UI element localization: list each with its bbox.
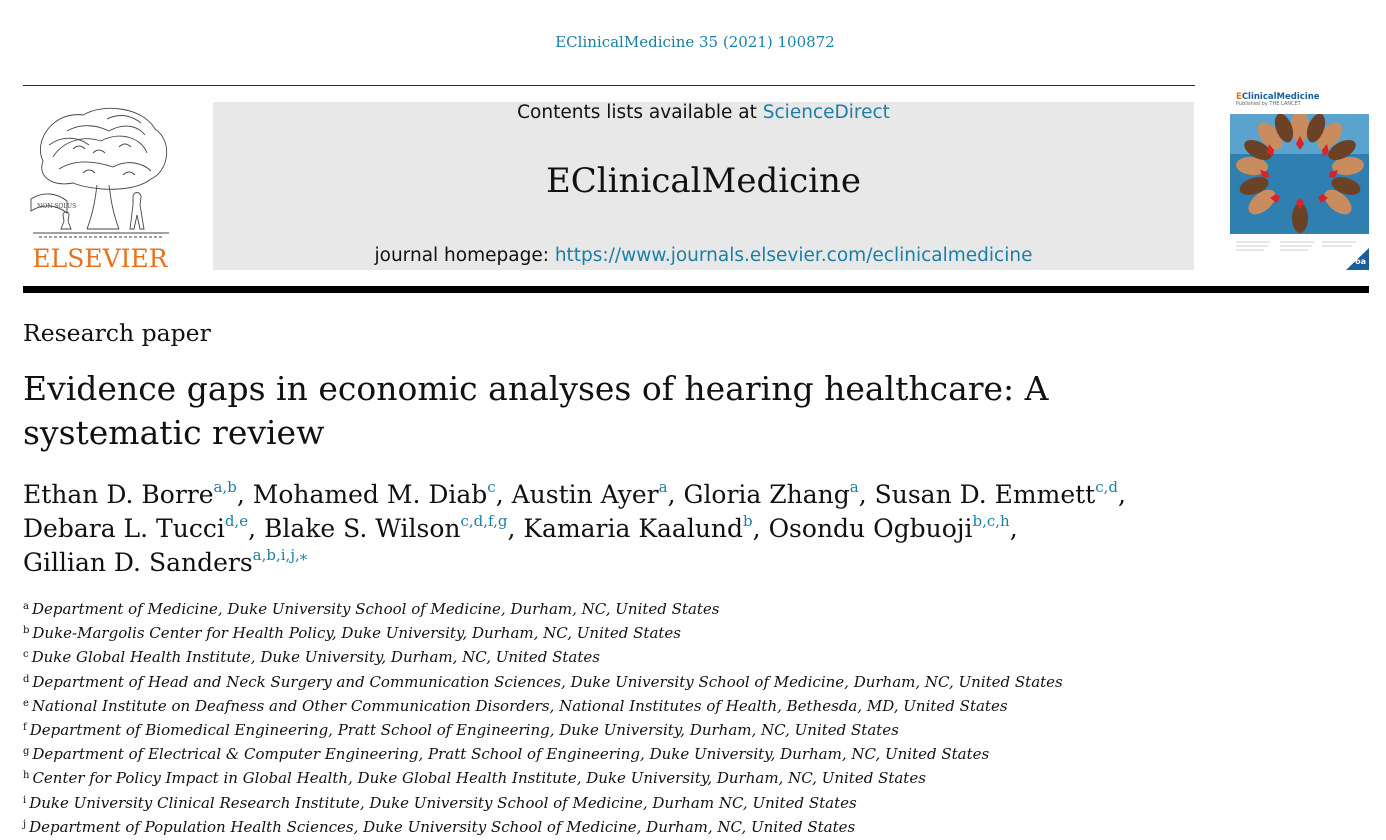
author-name[interactable]: Osondu Ogbuoji	[768, 514, 973, 543]
cover-hands-image-icon	[1230, 114, 1369, 234]
homepage-line	[213, 245, 1194, 266]
elsevier-wordmark: ELSEVIER	[32, 244, 168, 273]
affiliation-letter: d	[23, 673, 30, 685]
affiliation-letter: j	[23, 818, 27, 830]
affiliation-item	[23, 620, 1223, 644]
affiliation-text: National Institute on Deafness and Other Communication Disorders, National Institutes of Health, Bethesda, MD, United States	[31, 696, 1008, 715]
author-affiliation-marks[interactable]: c	[487, 478, 496, 496]
journal-citation-link[interactable]: EClinicalMedicine 35 (2021) 100872	[555, 33, 835, 51]
affiliation-item	[23, 693, 1223, 717]
svg-text:NON SOLUS: NON SOLUS	[37, 203, 77, 210]
affiliation-letter: c	[23, 649, 29, 661]
contents-prefix: Contents lists available at	[517, 102, 763, 123]
cover-footer-icon	[1230, 236, 1369, 270]
affiliation-letter: a	[23, 601, 29, 612]
author-name[interactable]: Kamaria Kaalund	[523, 514, 744, 543]
header-divider	[23, 85, 1195, 86]
affiliation-letter: h	[23, 770, 30, 782]
affiliation-item	[23, 717, 1223, 741]
affiliation-letter: i	[23, 794, 27, 806]
affiliation-item	[23, 644, 1223, 668]
affiliation-text: Department of Electrical & Computer Engineering, Pratt School of Engineering, Duke University, Durham, NC, United States	[32, 745, 990, 764]
affiliation-item	[23, 596, 1223, 620]
author-name[interactable]: Ethan D. Borre	[23, 480, 214, 509]
author-name[interactable]: Gloria Zhang	[683, 480, 850, 509]
affiliation-text: Department of Head and Neck Surgery and Communication Sciences, Duke University School of Medicine, Durham, NC, United States	[32, 672, 1063, 691]
author-affiliation-marks[interactable]: c,d,f,g	[460, 512, 508, 530]
affiliation-text: Department of Medicine, Duke University School of Medicine, Durham, NC, United States	[31, 600, 720, 618]
contents-line	[213, 102, 1194, 123]
author-affiliation-marks[interactable]: d,e	[224, 512, 249, 530]
article-type: Research paper	[23, 319, 211, 347]
affiliation-item	[23, 765, 1223, 789]
affiliation-text: Duke University Clinical Research Institute, Duke University School of Medicine, Durham NC, United States	[29, 793, 857, 812]
author-affiliation-marks[interactable]: b	[743, 512, 753, 530]
elsevier-tree-icon	[23, 101, 177, 241]
affiliation-letter: e	[23, 697, 29, 709]
affiliation-text: Duke-Margolis Center for Health Policy, Duke University, Durham, NC, United States	[32, 624, 681, 643]
affiliation-letter: f	[23, 722, 27, 734]
author-affiliation-marks[interactable]: a,b	[213, 478, 237, 496]
author-name[interactable]: Gillian D. Sanders	[23, 548, 253, 577]
author-name[interactable]: Debara L. Tucci	[23, 514, 225, 543]
author-list: Ethan D. Borre$^{a,b}$, Mohamed M. Diab$^c$, Austin Ayer$^a$, Gloria Zhang$^a$, Susan D. Emmett$^{c,d}$, Debara L. Tucci$^{d,e}$, Blake S. Wilson$^{c,d,f,g}$, Kamaria Kaalund$^b$, Osondu Ogbuoji$^{b,c,h}$, Gillian D. Sanders$^{a,b,i,j,⁎}$	[23, 478, 1126, 577]
cover-subtitle: Published by THE LANCET	[1236, 101, 1301, 107]
sciencedirect-link[interactable]: ScienceDirect	[762, 102, 890, 123]
article-title: Evidence gaps in economic analyses of hearing healthcare: A systematic review	[23, 369, 1049, 452]
affiliation-text: Department of Biomedical Engineering, Pratt School of Engineering, Duke University, Durham, NC, United States	[29, 721, 899, 740]
author-affiliation-marks[interactable]: c,d	[1095, 478, 1119, 496]
affiliation-item	[23, 669, 1223, 693]
elsevier-logo[interactable]	[23, 101, 177, 273]
journal-masthead	[213, 102, 1194, 270]
journal-citation[interactable]	[0, 33, 1386, 51]
affiliation-text: Duke Global Health Institute, Duke University, Durham, NC, United States	[31, 648, 600, 667]
affiliation-letter: b	[23, 625, 30, 637]
affiliation-item	[23, 814, 1223, 838]
cover-oa-badge: oa	[1355, 257, 1366, 266]
author-name[interactable]: Austin Ayer	[511, 480, 659, 509]
author-affiliation-marks[interactable]: a	[658, 478, 668, 496]
author-name[interactable]: Susan D. Emmett	[874, 480, 1096, 509]
affiliation-item	[23, 790, 1223, 814]
affiliation-text: Center for Policy Impact in Global Health, Duke Global Health Institute, Duke University, Durham, NC, United States	[32, 769, 926, 788]
affiliation-text: Department of Population Health Sciences, Duke University School of Medicine, Durham, NC, United States	[29, 817, 856, 836]
author-affiliation-marks[interactable]: b,c,h	[972, 512, 1010, 530]
journal-cover[interactable]	[1230, 90, 1369, 270]
masthead-bottom-bar	[23, 286, 1369, 293]
author-name[interactable]: Mohamed M. Diab	[252, 480, 488, 509]
homepage-prefix: journal homepage:	[374, 245, 555, 266]
affiliation-item	[23, 741, 1223, 765]
affiliation-list	[23, 596, 1223, 838]
affiliation-letter: g	[23, 746, 30, 758]
author-name[interactable]: Blake S. Wilson	[263, 514, 461, 543]
journal-homepage-link[interactable]: https://www.journals.elsevier.com/eclinicalmedicine	[554, 245, 1033, 266]
author-affiliation-marks[interactable]: a	[849, 478, 859, 496]
author-affiliation-marks[interactable]: a,b,i,j,⁎	[252, 546, 308, 564]
cover-title-prefix: E	[1236, 92, 1242, 102]
cover-title-rest: ClinicalMedicine	[1241, 92, 1320, 102]
journal-name[interactable]: EClinicalMedicine	[545, 161, 862, 201]
